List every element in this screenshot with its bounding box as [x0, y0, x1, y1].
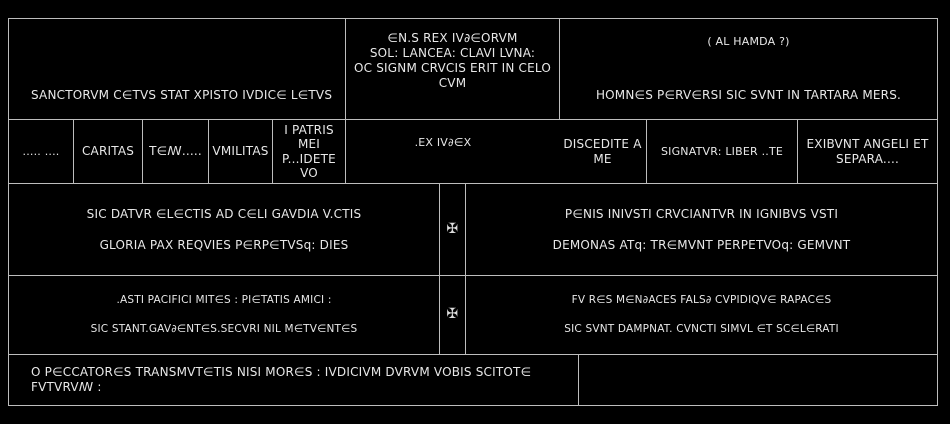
- row4-peaceful-line2: SIC STANT.GAV∂∈NT∈S.SECVRI NIL M∈TV∈NT∈S: [90, 323, 358, 335]
- row2-caritas-text: CARITAS: [81, 144, 135, 158]
- row2-patris-line4: VO: [300, 165, 318, 180]
- row3-cell-cross: [439, 183, 466, 276]
- row2-dots-text: ..... ....: [22, 144, 60, 158]
- row2-cell-dots: [8, 119, 74, 184]
- row2-vmilitas-text: VMILITAS: [212, 144, 269, 158]
- row1-saints-text: SANCTORVM C∈TVS STAT XPISTO IVDIC∈ L∈TVS: [31, 88, 333, 102]
- row3-blessed-line1: SIC DATVR ∈L∈CTIS AD C∈LI GAVDIA V.CTIS: [86, 206, 362, 221]
- row3-damned-line1: P∈NIS INIVSTI CRVCIANTVR IN IGNIBVS VSTI: [564, 206, 839, 221]
- row4-peaceful-line1: .ASTI PACIFICI MIT∈S : PI∈TATIS AMICI :: [116, 293, 332, 306]
- row2-discedite-line1: DISCEDITE A: [563, 136, 642, 151]
- row1-king-line1: ∈N.S REX IV∂∈ORVM: [387, 31, 518, 45]
- row4-thieves-line2: SIC SVNT DAMPNAT. CVNCTI SIMVL ∈T SC∈L∈RATI: [564, 323, 839, 335]
- row4-cell-thieves: [465, 275, 938, 355]
- row2-cell-vmilitas: [208, 119, 273, 184]
- row4-cell-cross: [439, 275, 466, 355]
- row2-liber-text: SIGNATVR: LIBER ..TE: [660, 144, 784, 158]
- row2-discedite-line2: ME: [593, 151, 612, 166]
- row1-cell-saints: [8, 18, 346, 120]
- row2-cell-liber: [646, 119, 798, 184]
- row2-cell-angeli: [797, 119, 938, 184]
- row1-king-line3: OC SIGNM CRVCIS ERIT IN CELO CVM: [353, 61, 552, 90]
- row1-cell-sinners: [559, 18, 938, 120]
- row2-angeli-line1: EXIBVNT ANGELI ET: [806, 136, 929, 151]
- row5-cell-sinners-warning: [8, 354, 579, 406]
- row2-patris-line3: P...IDETE: [282, 151, 336, 166]
- row2-tem-text: T∈ꟿ.....: [149, 144, 202, 158]
- row3-damned-line2: DEMONAS ATq: TR∈MVNT PERPETVOq: GEMVNT: [552, 237, 851, 252]
- row2-cell-iudex: [345, 119, 560, 184]
- row2-patris-line1: I PATRIS: [284, 122, 334, 137]
- row2-patris-line2: MEI: [297, 137, 321, 152]
- row2-angeli-line2: SEPARA....: [836, 151, 899, 166]
- row3-blessed-line2: GLORIA PAX REQVIES P∈RP∈TVSq: DIES: [99, 237, 349, 252]
- row2-cell-discedite: [559, 119, 647, 184]
- row1-sinners-text: HOMN∈S P∈RV∈RSI SIC SVNT IN TARTARA MERS.: [595, 88, 902, 102]
- row2-cell-tem: [142, 119, 209, 184]
- cross-icon: ✠: [446, 306, 459, 323]
- row3-cell-damned: [465, 183, 938, 276]
- row1-king-line2: SOL: LANCEA: CLAVI LVNA:: [369, 46, 536, 60]
- row4-cell-peaceful: [8, 275, 440, 355]
- row2-iudex-text: .EX IV∂∈X: [414, 136, 472, 149]
- row2-cell-caritas: [73, 119, 143, 184]
- row1-sinners-top-label: ( AL HAMDA ?): [707, 35, 790, 48]
- row5-cell-empty: [578, 354, 938, 406]
- cross-icon: ✠: [446, 220, 459, 237]
- row2-cell-patris: [272, 119, 346, 184]
- row4-thieves-line1: FV R∈S M∈N∂ACES FALS∂ CVPIDIQV∈ RAPAC∈S: [571, 293, 832, 306]
- row5-warning-text: O P∈CCATOR∈S TRANSMVT∈TIS NISI MOR∈S : IVDICIVM DVRVM VOBIS SCITOT∈ FVTVRVꟿ :: [31, 365, 532, 394]
- row3-cell-blessed: [8, 183, 440, 276]
- row1-cell-king: [345, 18, 560, 120]
